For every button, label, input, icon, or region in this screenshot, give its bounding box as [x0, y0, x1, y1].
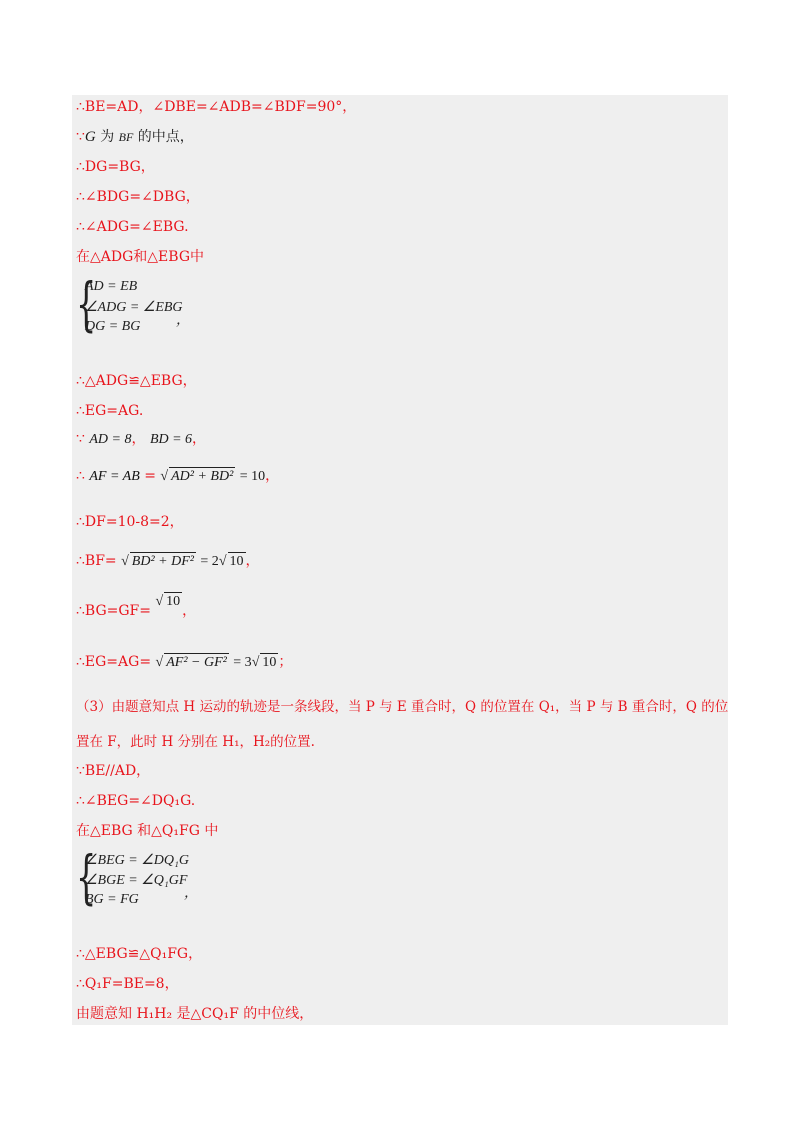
comma: ，: [192, 431, 207, 447]
line-eg-eq-ag: ∴EG=AG.: [76, 403, 144, 419]
radicand: 10: [229, 554, 244, 569]
line-q1f: ∴Q₁F=BE=8，: [76, 976, 179, 992]
radicand: BD² + DF²: [131, 554, 194, 569]
af-eq-ab: AF = AB: [89, 469, 140, 484]
therefore-symbol: ∴: [76, 468, 85, 484]
radicand: 10: [166, 594, 181, 609]
radicand: AF² − GF²: [166, 655, 227, 670]
line-af-eq-ab: [76, 467, 279, 486]
comma: ，: [131, 431, 146, 447]
line-in-triangles-2: 在△EBG 和△Q₁FG 中: [76, 823, 219, 839]
line-midline: 由题意知 H₁H₂ 是△CQ₁F 的中位线，: [76, 1006, 314, 1022]
sqrt-icon: √: [155, 655, 164, 670]
radicand: 10: [262, 655, 277, 670]
line-angle-bdg: ∴∠BDG=∠DBG，: [76, 189, 200, 205]
part3-line-2: 置在 F，此时 H 分别在 H₁，H₂的位置.: [76, 734, 315, 750]
system2-row: ∠BGE = ∠Q₁GF: [85, 873, 188, 888]
sqrt-icon: √: [218, 554, 227, 569]
because-symbol: ∵: [76, 129, 85, 145]
text-midpoint: 的中点，: [133, 129, 194, 145]
comma: ，: [265, 468, 280, 484]
sqrt-icon: √: [121, 554, 129, 569]
line-bg-gf: [76, 594, 197, 621]
var-bf: BF: [118, 130, 134, 144]
comma: ，: [245, 553, 260, 569]
sqrt-icon: √: [160, 469, 169, 484]
system1-comma: ，: [176, 313, 190, 328]
left-brace-icon: {: [76, 270, 97, 338]
line-bf: [76, 552, 260, 571]
system2-row: ∠BEG = ∠DQ₁G: [85, 853, 189, 868]
bd-value: BD = 6: [149, 432, 193, 447]
line-df: ∴DF=10-8=2，: [76, 514, 184, 530]
ad-value: AD = 8: [89, 432, 132, 447]
line-g-midpoint: [76, 128, 194, 146]
left-brace-icon: {: [76, 843, 97, 911]
equation-system-2: [76, 843, 296, 911]
system2-row: BG = FG: [85, 892, 139, 907]
equals-sign: =: [144, 468, 156, 484]
coefficient: = 2: [200, 554, 219, 569]
line-dg-eq-bg: ∴DG=BG，: [76, 159, 155, 175]
coefficient: = 3: [233, 655, 252, 670]
line-congruent-1: ∴△ADG≌△EBG，: [76, 373, 197, 389]
text-wei: 为: [95, 129, 119, 145]
system1-row: ∠ADG = ∠EBG: [85, 300, 183, 315]
sqrt-icon: √: [155, 594, 164, 609]
line-congruent-2: ∴△EBG≌△Q₁FG，: [76, 946, 203, 962]
semicolon: ；: [278, 654, 293, 670]
line-be-eq-ad: ∴BE=AD，∠DBE=∠ADB=∠BDF=90°，: [76, 99, 357, 115]
equation-system-1: [76, 270, 276, 338]
bf-label: ∴BF=: [76, 553, 117, 569]
system1-row: DG = BG: [85, 319, 141, 334]
var-g: G: [84, 129, 96, 145]
line-ad-bd-values: [76, 430, 206, 449]
line-angle-beg: ∴∠BEG=∠DQ₁G.: [76, 793, 196, 809]
sqrt-icon: √: [251, 655, 260, 670]
result: = 10: [239, 469, 266, 484]
system1-row: AD = EB: [85, 279, 138, 294]
line-in-triangles: 在△ADG和△EBG中: [76, 249, 205, 265]
line-be-parallel-ad: ∵BE//AD，: [76, 763, 151, 779]
eg-ag-label: ∴EG=AG=: [76, 654, 152, 670]
bg-gf-label: ∴BG=GF=: [76, 603, 151, 619]
system2-comma: ，: [184, 886, 198, 901]
line-angle-adg: ∴∠ADG=∠EBG.: [76, 219, 189, 235]
part3-line-1: （3）由题意知点 H 运动的轨迹是一条线段，当 P 与 E 重合时，Q 的位置在 Q₁，当 P 与 B 重合时，Q 的位: [76, 699, 729, 715]
comma: ，: [182, 603, 197, 619]
radicand: AD² + BD²: [171, 469, 234, 484]
because-symbol: ∵: [76, 431, 85, 447]
line-eg-ag-value: [76, 653, 292, 672]
